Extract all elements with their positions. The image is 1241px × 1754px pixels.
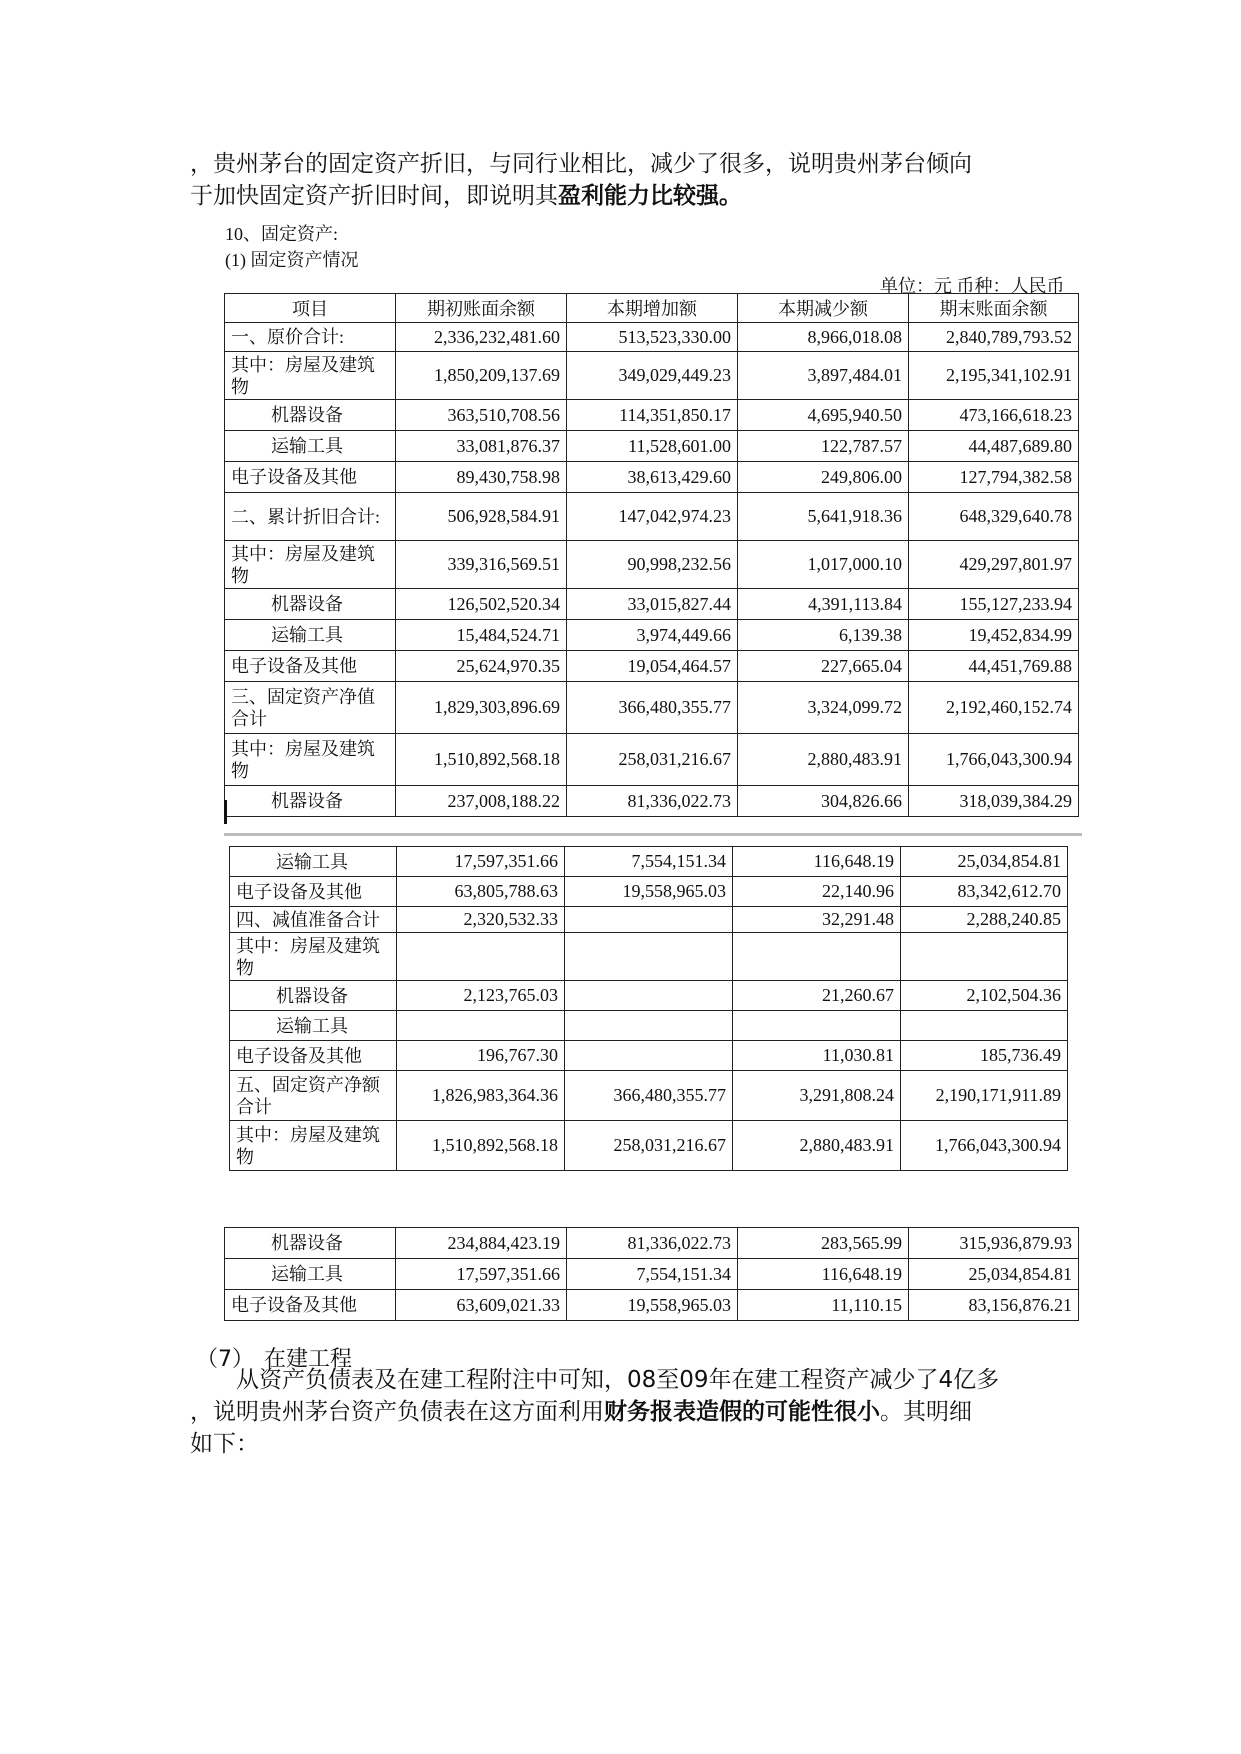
cell-closing-balance: 44,451,769.88	[909, 651, 1079, 682]
unit-label: 单位：元 币种：人民币	[880, 276, 1065, 296]
cell-increase: 349,029,449.23	[567, 352, 738, 400]
cell-opening-balance: 196,767.30	[397, 1041, 565, 1071]
intro-paragraph	[190, 148, 1070, 212]
cell-decrease: 3,324,099.72	[738, 682, 909, 734]
cell-decrease: 116,648.19	[733, 847, 901, 877]
cell-increase: 11,528,601.00	[567, 431, 738, 462]
cell-closing-balance: 2,190,171,911.89	[901, 1071, 1068, 1121]
cell-increase	[565, 907, 733, 933]
cell-decrease: 1,017,000.10	[738, 541, 909, 589]
cell-item: 机器设备	[230, 981, 397, 1011]
construction-paragraph	[190, 1364, 1070, 1460]
cell-closing-balance: 83,156,876.21	[909, 1290, 1079, 1321]
table-header-row	[225, 294, 1079, 323]
cell-closing-balance: 155,127,233.94	[909, 589, 1079, 620]
cell-increase: 81,336,022.73	[567, 1228, 738, 1259]
cell-increase: 366,480,355.77	[565, 1071, 733, 1121]
table-row	[225, 462, 1079, 493]
cell-item: 四、减值准备合计	[230, 907, 397, 933]
table-row	[225, 431, 1079, 462]
cell-item: 运输工具	[230, 847, 397, 877]
cell-closing-balance: 2,102,504.36	[901, 981, 1068, 1011]
cell-opening-balance: 126,502,520.34	[396, 589, 567, 620]
cell-item: 其中：房屋及建筑物	[230, 1121, 397, 1171]
cell-closing-balance: 25,034,854.81	[909, 1259, 1079, 1290]
cell-item: 运输工具	[225, 620, 396, 651]
cell-item: 机器设备	[225, 1228, 396, 1259]
cell-item: 机器设备	[225, 786, 396, 817]
cell-closing-balance: 1,766,043,300.94	[901, 1121, 1068, 1171]
table-body	[230, 847, 1068, 1171]
cell-closing-balance: 2,195,341,102.91	[909, 352, 1079, 400]
cell-decrease: 116,648.19	[738, 1259, 909, 1290]
table-row	[230, 907, 1068, 933]
construction-line-3: 如下：	[190, 1431, 259, 1457]
cell-item: 运输工具	[225, 431, 396, 462]
header-closing-balance: 期末账面余额	[909, 294, 1079, 323]
cell-decrease	[733, 933, 901, 981]
cell-increase: 19,558,965.03	[565, 877, 733, 907]
cell-decrease: 32,291.48	[733, 907, 901, 933]
cell-item: 电子设备及其他	[225, 462, 396, 493]
cell-closing-balance: 25,034,854.81	[901, 847, 1068, 877]
table-row	[225, 1290, 1079, 1321]
cell-item: 一、原价合计:	[225, 323, 396, 352]
cell-increase: 19,558,965.03	[567, 1290, 738, 1321]
cell-opening-balance: 25,624,970.35	[396, 651, 567, 682]
cell-item: 其中：房屋及建筑物	[230, 933, 397, 981]
construction-emphasis: 财务报表造假的可能性很小	[604, 1399, 880, 1425]
cell-increase	[565, 981, 733, 1011]
cell-increase: 258,031,216.67	[565, 1121, 733, 1171]
cell-decrease: 2,880,483.91	[738, 734, 909, 786]
cell-opening-balance: 1,850,209,137.69	[396, 352, 567, 400]
cell-decrease: 5,641,918.36	[738, 493, 909, 541]
cell-item: 电子设备及其他	[225, 1290, 396, 1321]
header-opening-balance: 期初账面余额	[396, 294, 567, 323]
table-row	[230, 847, 1068, 877]
table-row	[225, 620, 1079, 651]
cell-decrease: 8,966,018.08	[738, 323, 909, 352]
cell-closing-balance: 185,736.49	[901, 1041, 1068, 1071]
cell-increase: 19,054,464.57	[567, 651, 738, 682]
table-row	[230, 981, 1068, 1011]
table-row	[230, 1121, 1068, 1171]
cell-opening-balance: 33,081,876.37	[396, 431, 567, 462]
cell-increase: 366,480,355.77	[567, 682, 738, 734]
cell-opening-balance: 1,510,892,568.18	[397, 1121, 565, 1171]
intro-line-1: ，贵州茅台的固定资产折旧，与同行业相比，减少了很多，说明贵州茅台倾向	[190, 151, 972, 177]
cell-closing-balance	[901, 933, 1068, 981]
cell-opening-balance: 1,510,892,568.18	[396, 734, 567, 786]
section-10-title: 10、固定资产:	[225, 224, 339, 244]
section-10-subtitle: (1) 固定资产情况	[225, 250, 359, 270]
construction-line-2: ，说明贵州茅台资产负债表在这方面利用财务报表造假的可能性很小。其明细	[190, 1399, 972, 1425]
cell-closing-balance: 127,794,382.58	[909, 462, 1079, 493]
cell-opening-balance: 15,484,524.71	[396, 620, 567, 651]
cell-increase: 7,554,151.34	[567, 1259, 738, 1290]
cell-opening-balance: 63,805,788.63	[397, 877, 565, 907]
cell-opening-balance: 234,884,423.19	[396, 1228, 567, 1259]
table-row	[230, 933, 1068, 981]
table-body	[225, 1228, 1079, 1321]
cell-decrease: 249,806.00	[738, 462, 909, 493]
fixed-assets-table-part-3	[224, 1227, 1079, 1321]
cell-decrease: 6,139.38	[738, 620, 909, 651]
table-row	[225, 541, 1079, 589]
cell-closing-balance: 1,766,043,300.94	[909, 734, 1079, 786]
section-7-title: 在建工程	[264, 1347, 353, 1372]
cell-opening-balance: 2,320,532.33	[397, 907, 565, 933]
cell-opening-balance: 237,008,188.22	[396, 786, 567, 817]
table-row	[230, 877, 1068, 907]
cell-increase: 3,974,449.66	[567, 620, 738, 651]
cell-increase: 258,031,216.67	[567, 734, 738, 786]
table-row	[225, 1228, 1079, 1259]
cell-item: 其中：房屋及建筑物	[225, 541, 396, 589]
cell-item: 电子设备及其他	[225, 651, 396, 682]
cell-opening-balance	[397, 933, 565, 981]
cell-opening-balance: 506,928,584.91	[396, 493, 567, 541]
cell-decrease: 122,787.57	[738, 431, 909, 462]
cell-opening-balance	[397, 1011, 565, 1041]
cell-increase: 147,042,974.23	[567, 493, 738, 541]
cell-opening-balance: 17,597,351.66	[397, 847, 565, 877]
cell-opening-balance: 2,336,232,481.60	[396, 323, 567, 352]
table-row	[225, 352, 1079, 400]
cell-decrease: 3,291,808.24	[733, 1071, 901, 1121]
cell-item: 电子设备及其他	[230, 877, 397, 907]
cell-closing-balance: 429,297,801.97	[909, 541, 1079, 589]
scan-mark	[224, 800, 227, 824]
cell-closing-balance: 648,329,640.78	[909, 493, 1079, 541]
cell-decrease: 304,826.66	[738, 786, 909, 817]
cell-decrease: 11,030.81	[733, 1041, 901, 1071]
table-row	[225, 589, 1079, 620]
cell-decrease: 3,897,484.01	[738, 352, 909, 400]
section-7-number: （7）	[196, 1347, 254, 1372]
table-row	[225, 682, 1079, 734]
cell-item: 电子设备及其他	[230, 1041, 397, 1071]
header-item: 项目	[225, 294, 396, 323]
cell-closing-balance: 2,288,240.85	[901, 907, 1068, 933]
header-increase: 本期增加额	[567, 294, 738, 323]
cell-opening-balance: 1,829,303,896.69	[396, 682, 567, 734]
cell-decrease: 4,391,113.84	[738, 589, 909, 620]
table-row	[230, 1011, 1068, 1041]
header-decrease: 本期减少额	[738, 294, 909, 323]
cell-increase: 114,351,850.17	[567, 400, 738, 431]
cell-item: 机器设备	[225, 589, 396, 620]
cell-closing-balance: 83,342,612.70	[901, 877, 1068, 907]
cell-decrease: 22,140.96	[733, 877, 901, 907]
cell-decrease	[733, 1011, 901, 1041]
cell-decrease: 2,880,483.91	[733, 1121, 901, 1171]
cell-closing-balance: 2,192,460,152.74	[909, 682, 1079, 734]
table-row	[225, 786, 1079, 817]
intro-emphasis: 盈利能力比较强。	[558, 183, 742, 209]
cell-opening-balance: 2,123,765.03	[397, 981, 565, 1011]
cell-increase: 7,554,151.34	[565, 847, 733, 877]
table-row	[225, 651, 1079, 682]
table-body	[225, 323, 1079, 817]
cell-decrease: 227,665.04	[738, 651, 909, 682]
cell-item: 二、累计折旧合计:	[225, 493, 396, 541]
cell-closing-balance: 2,840,789,793.52	[909, 323, 1079, 352]
cell-increase: 513,523,330.00	[567, 323, 738, 352]
cell-item: 五、固定资产净额合计	[230, 1071, 397, 1121]
fixed-assets-table-part-2	[229, 846, 1068, 1171]
cell-opening-balance: 63,609,021.33	[396, 1290, 567, 1321]
cell-increase	[565, 933, 733, 981]
cell-increase: 90,998,232.56	[567, 541, 738, 589]
cell-opening-balance: 339,316,569.51	[396, 541, 567, 589]
cell-decrease: 4,695,940.50	[738, 400, 909, 431]
cell-closing-balance: 19,452,834.99	[909, 620, 1079, 651]
cell-opening-balance: 89,430,758.98	[396, 462, 567, 493]
page-break-divider	[224, 833, 1082, 836]
table-row	[225, 734, 1079, 786]
table-row	[225, 400, 1079, 431]
cell-decrease: 11,110.15	[738, 1290, 909, 1321]
table-row	[230, 1071, 1068, 1121]
cell-increase: 33,015,827.44	[567, 589, 738, 620]
cell-closing-balance: 44,487,689.80	[909, 431, 1079, 462]
cell-item: 运输工具	[225, 1259, 396, 1290]
cell-increase: 81,336,022.73	[567, 786, 738, 817]
cell-opening-balance: 17,597,351.66	[396, 1259, 567, 1290]
table-row	[225, 1259, 1079, 1290]
cell-decrease: 21,260.67	[733, 981, 901, 1011]
cell-closing-balance: 318,039,384.29	[909, 786, 1079, 817]
cell-item: 运输工具	[230, 1011, 397, 1041]
table-row	[225, 323, 1079, 352]
cell-item: 其中：房屋及建筑物	[225, 352, 396, 400]
cell-increase	[565, 1041, 733, 1071]
cell-item: 机器设备	[225, 400, 396, 431]
table-row	[225, 493, 1079, 541]
cell-closing-balance	[901, 1011, 1068, 1041]
cell-item: 其中：房屋及建筑物	[225, 734, 396, 786]
cell-closing-balance: 315,936,879.93	[909, 1228, 1079, 1259]
construction-line-1: 从资产负债表及在建工程附注中可知，08至09年在建工程资产减少了4亿多	[236, 1367, 1000, 1393]
table-row	[230, 1041, 1068, 1071]
cell-opening-balance: 1,826,983,364.36	[397, 1071, 565, 1121]
cell-increase	[565, 1011, 733, 1041]
cell-closing-balance: 473,166,618.23	[909, 400, 1079, 431]
fixed-assets-table-part-1	[224, 293, 1079, 817]
cell-increase: 38,613,429.60	[567, 462, 738, 493]
cell-decrease: 283,565.99	[738, 1228, 909, 1259]
intro-line-2: 于加快固定资产折旧时间，即说明其盈利能力比较强。	[190, 183, 742, 209]
cell-opening-balance: 363,510,708.56	[396, 400, 567, 431]
cell-item: 三、固定资产净值合计	[225, 682, 396, 734]
